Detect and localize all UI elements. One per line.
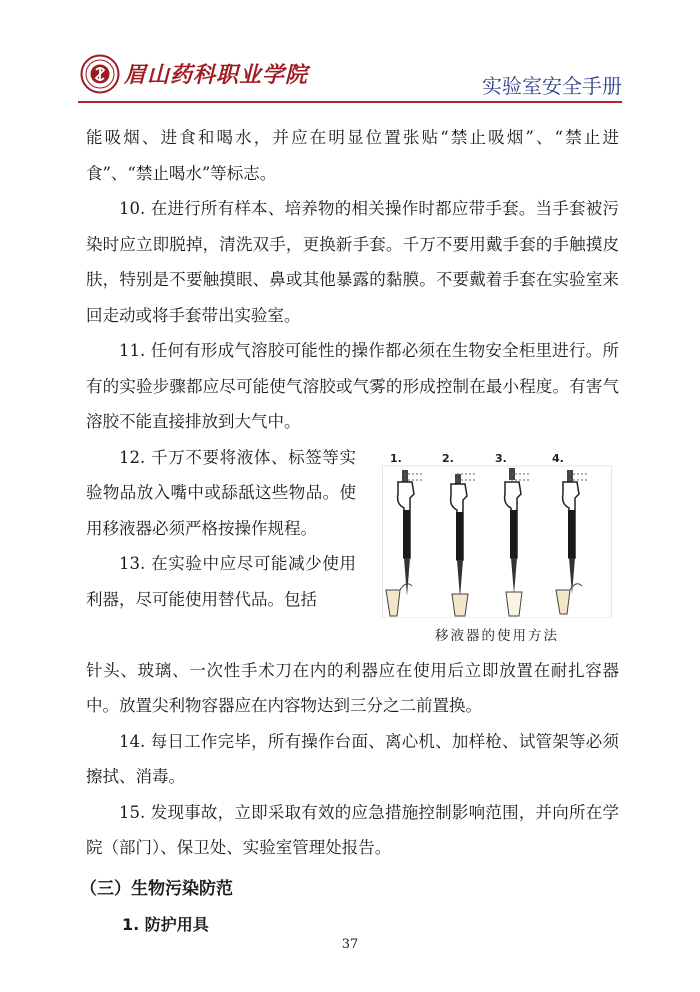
manual-title: 实验室安全手册 <box>482 74 622 98</box>
step-label-1: 1. <box>390 451 402 465</box>
paragraph-item-10: 10. 在进行所有样本、培养物的相关操作时都应带手套。当手套被污染时应立即脱掉，清洗双手，更换新手套。千万不要用戴手套的手触摸皮肤，特别是不要触摸眼、鼻或其他暴露的黏膜。不要戴着手套在实验室来回走动或将手套带出实验室。 <box>86 199 619 325</box>
paragraph-item-13-start: 13. 在实验中应尽可能减少使用利器，尽可能使用替代品。包括 <box>86 554 356 609</box>
school-seal-logo <box>80 54 120 94</box>
school-name: 眉山药科职业学院 <box>124 62 309 88</box>
header-divider <box>78 101 622 103</box>
pipette-figure <box>382 448 612 648</box>
subsection-heading: 1. 防护用具 <box>122 914 209 934</box>
figure-caption: 移液器的使用方法 <box>435 627 559 644</box>
paragraph-item-14: 14. 每日工作完毕，所有操作台面、离心机、加样枪、试管架等必须擦拭、消毒。 <box>86 731 619 786</box>
pipette-step-3 <box>505 468 531 616</box>
section-heading: （三）生物污染防范 <box>80 878 233 899</box>
paragraph-item-15: 15. 发现事故，立即采取有效的应急措施控制影响范围，并向所在学院（部门）、保卫处、实验室管理处报告。 <box>86 802 619 857</box>
text-with-figure <box>86 440 619 653</box>
page-number: 37 <box>341 937 359 952</box>
paragraph-item-11: 11. 任何有形成气溶胶可能性的操作都必须在生物安全柜里进行。所有的实验步骤都应尽可能使气溶胶或气雾的形成控制在最小程度。有害气溶胶不能直接排放到大气中。 <box>86 341 619 431</box>
step-label-4: 4. <box>552 451 564 465</box>
step-label-3: 3. <box>495 451 507 465</box>
paragraph-continued: 能吸烟、进食和喝水，并应在明显位置张贴“禁止吸烟”、“禁止进食”、“禁止喝水”等标志。 <box>86 128 619 183</box>
pipette-step-1 <box>386 470 424 616</box>
paragraph-item-12: 12. 千万不要将液体、标签等实验物品放入嘴中或舔舐这些物品。使用移液器必须严格按操作规程。 <box>86 447 356 538</box>
page-body <box>80 120 619 942</box>
page-header <box>78 48 622 100</box>
pipette-illustration <box>382 448 612 618</box>
paragraph-item-13-end: 针头、玻璃、一次性手术刀在内的利器应在使用后立即放置在耐扎容器中。放置尖利物容器应在内容物达到三分之二前置换。 <box>86 660 619 715</box>
pipette-step-4 <box>556 470 589 614</box>
pipette-step-2 <box>451 474 477 616</box>
step-label-2: 2. <box>442 451 454 465</box>
